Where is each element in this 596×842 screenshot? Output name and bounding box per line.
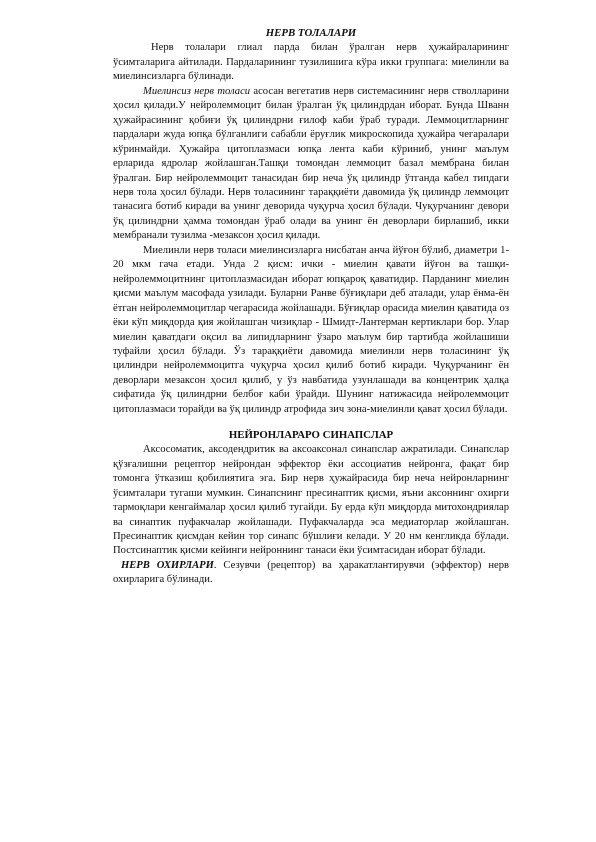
paragraph-nerve-fibers-intro: Нерв толалари глиал парда билан ўралган нерв ҳужайраларининг ўсимталарига айтилади. Пардаларининг тузилишига кўра икки группага: миелинли ва миелинсизларга бўлинади. <box>113 42 509 83</box>
section-title-nerve-fibers: НЕРВ ТОЛАЛАРИ <box>265 27 357 39</box>
paragraph-unmyelinated-fiber-text: асосан вегетатив нерв системасининг нерв стволларини ҳосил қилади.У нейролеммоцит билан ўралган ўқ цилиндрдан иборат. Бунда Шванн ҳужайрасининг қобиғи ўқ цилиндрни ғилоф каби ўраб туради. Леммоцитларнинг пардалари жуда юпқа бўлганлиги сабабли ёруғлик микроскопида ҳужайра чегаралари кўринмайди. Ҳужайра цитоплазмаси юпқа лента каби кўриниб, унинг маълум ерларида ядролар жойлашган.Ташқи томондан леммоцит базал мембрана билан ўралган. Бир нейролеммоцит танасидан бир неча ўқ цилиндр ўтганда кабел типдаги нерв тола ҳосил бўлади. Нерв толасининг тараққиёти давомида ўқ цилиндр леммоцит танасига ботиб киради ва унинг деворида чуқурча ҳосил бўлади. Чуқурчанинг девори ўқ цилиндрни ҳамма томондан ўраб олади ва унинг ён деворлари бирлашиб, икки мембранали тузилма -мезаксон ҳосил қилади. <box>113 85 509 242</box>
paragraph-nerve-endings-text: . Сезувчи (рецептор) ва ҳаракатлантирувчи (эффектор) нерв охирларига бўлинади. <box>113 559 510 586</box>
paragraph-myelinated-fiber: Миелинли нерв толаси миелинсизларга нисбатан анча йўғон бўлиб, диаметри 1-20 мкм гача етади. Унда 2 қисм: ички - миелин қавати йўғон ва ташқи- нейролеммоцитнинг цитоплазмасидан иборат юпқароқ қаватидир. Парданинг миелин қисми маълум масофада узилади. Буларни Ранве бўғиқлари деб аталади, улар ёнма-ён ётган нейролеммоцитлар чегарасида жойлашади. Бўғиқлар орасида миелин қаватида оз ёки кўп миқдорда қия жойлашган чизиқлар - Шмидт-Лантерман кертиклари бор. Улар миелин қаватдаги оқсил ва липидларнинг ўзаро маълум бир тартибда жойлашиши туфайли ҳосил бўлади. Ўз тараққиёти давомида миелинли нерв толасининг ўқ цилиндри нейролеммоцитга чуқурча ҳосил қилиб ботиб киради. Чуқурчанинг ён деворлари мезаксон ҳосил қилиб, у ўз навбатида узунлашади ва концентрик ҳалқа сифатида ўқ цилиндрни белбоғ каби ўрайди. Шунинг натижасида нейролеммоцит цитоплазмаси торайди ва ўқ цилиндр атрофида зич зона-миелинли қават ҳосил бўлади. <box>113 244 509 415</box>
section-title-synapses: НЕЙРОНЛАРАРО СИНАПСЛАР <box>228 429 394 442</box>
paragraph-unmyelinated-fiber <box>113 85 509 244</box>
document-page <box>113 26 509 588</box>
paragraph-nerve-endings <box>113 559 509 588</box>
term-unmyelinated-fiber: Миелинсиз нерв толаси <box>143 85 251 97</box>
paragraph-synapses: Аксосоматик, аксодендритик ва аксоаксонал синапслар ажратилади. Синапслар қўзғалишни рецептор нейрондан эффектор ёки ассоциатив нейронга, фақат бир томонга ўтказиш қобилиятига эга. Бир нерв ҳужайрасида бир неча нейронларнинг ўсимталари тугаши мумкин. Синапснинг пресинаптик қисми, яъни аксоннинг охирги тармоқлари кенгаймалар ҳосил қилиб тугайди. Бу ерда кўп миқдорда митохондриялар ва синаптик пуфакчалар жойлашади. Пуфакчаларда эса медиаторлар жойлашган. Пресинаптик қисмдан кейин тор синапс бўшлиғи келади. У 20 нм кенгликда бўлади. Постсинаптик қисми кейинги нейроннинг танаси ёки ўсимтасидан иборат бўлади. <box>113 444 509 557</box>
term-nerve-endings: НЕРВ ОХИРЛАРИ <box>121 559 214 571</box>
